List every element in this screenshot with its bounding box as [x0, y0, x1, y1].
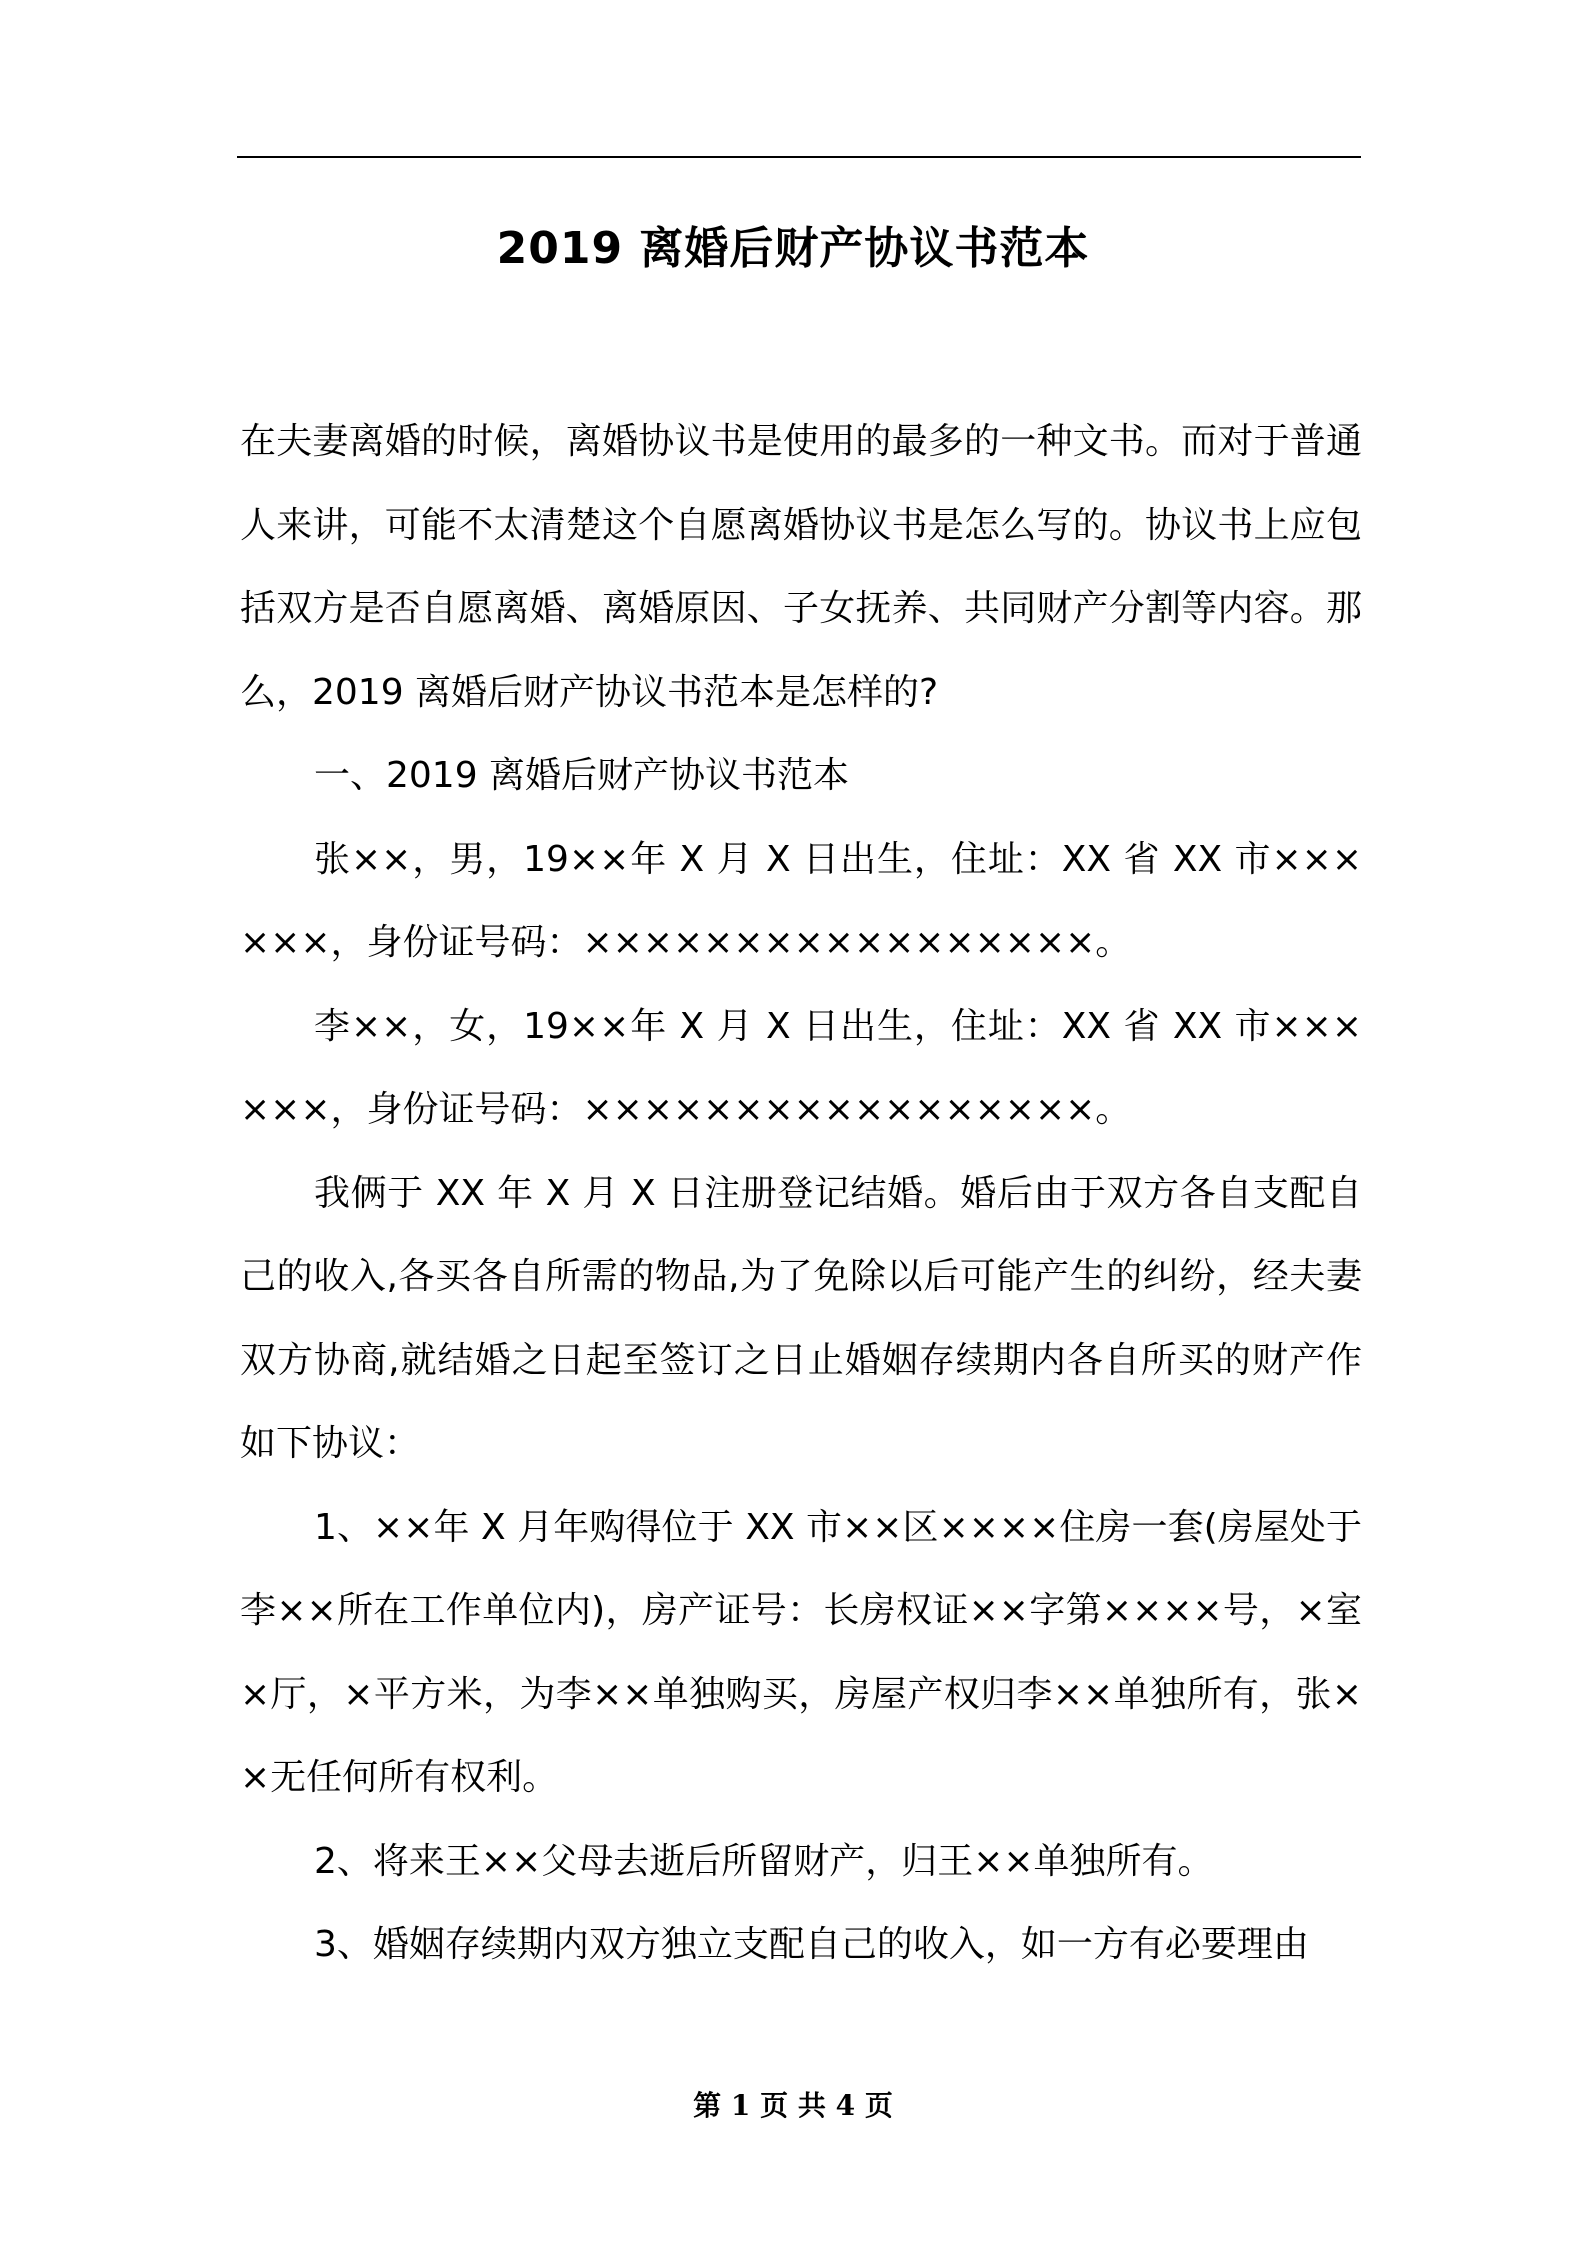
clause-3-paragraph: 3、婚姻存续期内双方独立支配自己的收入，如一方有必要理由 — [314, 1924, 1309, 1965]
page-number: 第 1 页 共 4 页 — [693, 2089, 893, 2122]
intro-paragraph: 在夫妻离婚的时候，离婚协议书是使用的最多的一种文书。而对于普通人来讲，可能不太清楚这个自愿离婚协议书是怎么写的。协议书上应包括双方是否自愿离婚、离婚原因、子女抚养、共同财产分割等内容。那么，2019 离婚后财产协议书范本是怎样的? — [240, 421, 1362, 713]
party-a-paragraph: 张××，男，19××年 X 月 X 日出生，住址：XX 省 XX 市××××××，身份证号码：×××××××××××××××××。 — [240, 838, 1362, 963]
document-title: 2019 离婚后财产协议书范本 — [496, 223, 1090, 274]
marriage-paragraph: 我俩于 XX 年 X 月 X 日注册登记结婚。婚后由于双方各自支配自己的收入,各买各自所需的物品,为了免除以后可能产生的纠纷，经夫妻双方协商,就结婚之日起至签订之日止婚姻存续期内各自所买的财产作如下协议： — [240, 1172, 1362, 1464]
document-body — [240, 400, 1362, 1987]
header-rule — [237, 156, 1361, 158]
section-heading: 一、2019 离婚后财产协议书范本 — [314, 755, 850, 796]
clause-2-paragraph: 2、将来王××父母去逝后所留财产，归王××单独所有。 — [314, 1840, 1214, 1882]
clause-1-paragraph: 1、××年 X 月年购得位于 XX 市××区××××住房一套(房屋处于李××所在工作单位内)，房产证号：长房权证××字第××××号，×室×厅，×平方米，为李××单独购买，房屋产权归李××单独所有，张××无任何所有权利。 — [240, 1506, 1362, 1798]
party-b-paragraph: 李××，女，19××年 X 月 X 日出生，住址：XX 省 XX 市××××××，身份证号码：×××××××××××××××××。 — [240, 1005, 1362, 1130]
